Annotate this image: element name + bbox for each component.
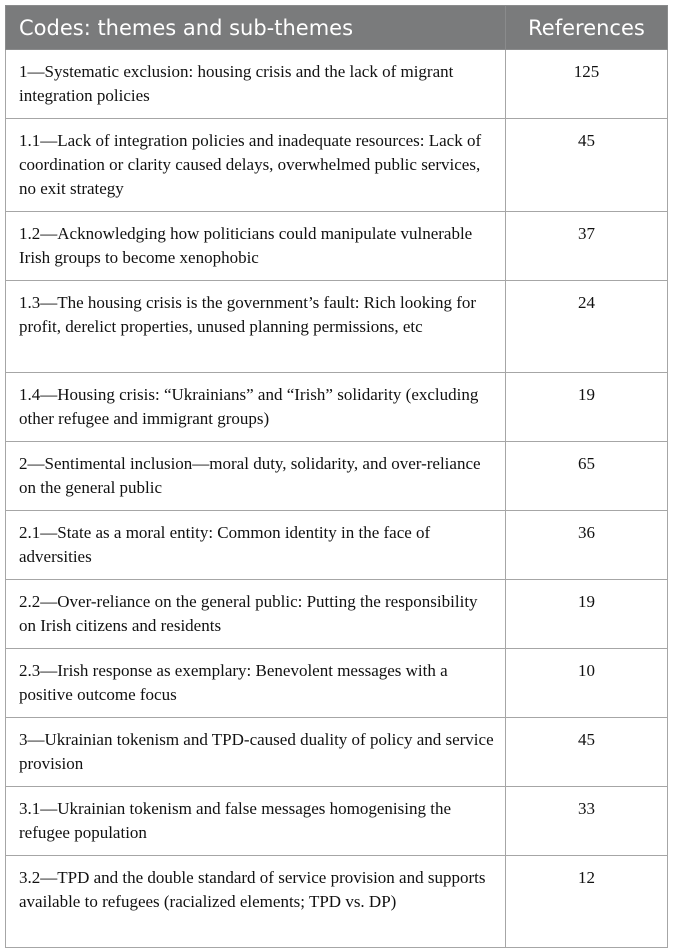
references-cell: 36 [506, 511, 668, 580]
references-cell: 125 [506, 50, 668, 119]
table-row [6, 50, 668, 119]
code-cell: 2.3—Irish response as exemplary: Benevolent messages with a positive outcome focus [6, 649, 506, 718]
codes-table [5, 5, 668, 948]
codes-table-container [5, 5, 667, 948]
table-row [6, 718, 668, 787]
code-cell: 1.3—The housing crisis is the government’s fault: Rich looking for profit, derelict properties, unused planning permissions, etc [6, 281, 506, 373]
references-cell: 19 [506, 580, 668, 649]
references-cell: 45 [506, 718, 668, 787]
table-row [6, 442, 668, 511]
code-cell: 2.2—Over-reliance on the general public: Putting the responsibility on Irish citizens and residents [6, 580, 506, 649]
header-codes: Codes: themes and sub-themes [6, 6, 506, 50]
header-row [6, 6, 668, 50]
references-cell: 10 [506, 649, 668, 718]
table-row [6, 212, 668, 281]
references-cell: 24 [506, 281, 668, 373]
table-row [6, 119, 668, 212]
code-cell: 1.4—Housing crisis: “Ukrainians” and “Irish” solidarity (excluding other refugee and immigrant groups) [6, 373, 506, 442]
references-cell: 19 [506, 373, 668, 442]
code-cell: 3—Ukrainian tokenism and TPD-caused duality of policy and service provision [6, 718, 506, 787]
references-cell: 33 [506, 787, 668, 856]
references-cell: 45 [506, 119, 668, 212]
references-cell: 65 [506, 442, 668, 511]
header-references: References [506, 6, 668, 50]
code-cell: 1.1—Lack of integration policies and inadequate resources: Lack of coordination or clarity caused delays, overwhelmed public services, no exit strategy [6, 119, 506, 212]
code-cell: 3.2—TPD and the double standard of service provision and supports available to refugees (racialized elements; TPD vs. DP) [6, 856, 506, 948]
table-row [6, 856, 668, 948]
code-cell: 1.2—Acknowledging how politicians could manipulate vulnerable Irish groups to become xenophobic [6, 212, 506, 281]
table-row [6, 511, 668, 580]
table-row [6, 649, 668, 718]
table-row [6, 787, 668, 856]
references-cell: 12 [506, 856, 668, 948]
code-cell: 3.1—Ukrainian tokenism and false messages homogenising the refugee population [6, 787, 506, 856]
table-row [6, 281, 668, 373]
code-cell: 2.1—State as a moral entity: Common identity in the face of adversities [6, 511, 506, 580]
references-cell: 37 [506, 212, 668, 281]
table-row [6, 580, 668, 649]
table-row [6, 373, 668, 442]
code-cell: 2—Sentimental inclusion—moral duty, solidarity, and over-reliance on the general public [6, 442, 506, 511]
code-cell: 1—Systematic exclusion: housing crisis and the lack of migrant integration policies [6, 50, 506, 119]
